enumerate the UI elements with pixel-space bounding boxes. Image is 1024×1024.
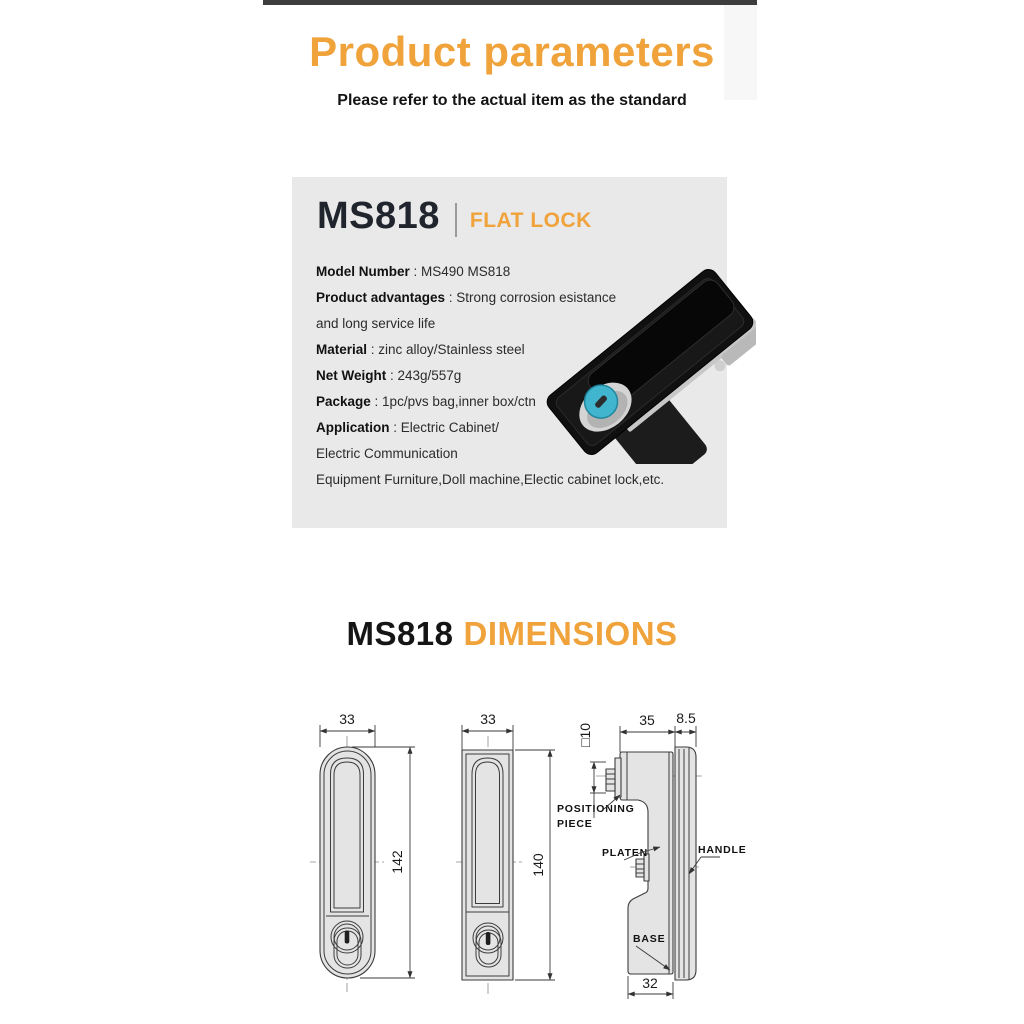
top-divider-bar: [263, 0, 757, 5]
category-label: FLAT LOCK: [469, 208, 592, 232]
spec-value: : zinc alloy/Stainless steel: [367, 342, 525, 357]
spec-value: and long service life: [316, 316, 436, 331]
spec-label: Application: [316, 420, 390, 435]
panel-height-label: 140: [530, 853, 546, 877]
dimensions-heading-word: DIMENSIONS: [463, 615, 678, 652]
side-depth-label: 35: [639, 712, 655, 728]
base-label: BASE: [633, 933, 666, 945]
spec-value: Electric Communication: [316, 446, 458, 461]
side-square-label: □10: [577, 722, 593, 748]
handle-label: HANDLE: [698, 844, 747, 856]
spec-label: Material: [316, 342, 368, 357]
page-title: Product parameters: [309, 28, 715, 75]
side-handle-thickness-label: 8.5: [676, 710, 696, 726]
front-height-label: 142: [389, 850, 405, 874]
lock-photo-group: [544, 265, 756, 464]
product-photo-image: [540, 248, 756, 464]
dimension-drawings: [280, 690, 780, 1024]
positioning-piece-label-line1: POSITIONING: [557, 803, 635, 815]
spec-value: : Strong corrosion esistance: [445, 290, 617, 305]
handle-plate: [675, 747, 696, 980]
front-width-label: 33: [339, 711, 355, 727]
side-base-width-label: 32: [642, 975, 658, 991]
spec-value: : MS490 MS818: [409, 264, 511, 279]
spec-row: [316, 467, 716, 493]
platen-nut: [636, 859, 644, 877]
panel-view-drawing: [456, 711, 555, 995]
spec-value: : Electric Cabinet/: [389, 420, 500, 435]
dimensions-heading-model: MS818: [346, 615, 454, 652]
panel-width-label: 33: [480, 711, 496, 727]
page-subtitle: Please refer to the actual item as the standard: [337, 92, 687, 109]
header-divider: [455, 203, 457, 237]
spec-label: Package: [316, 394, 371, 409]
side-view-drawing: [557, 710, 747, 999]
card-header: [317, 195, 592, 238]
spec-label: Model Number: [316, 264, 410, 279]
model-number-heading: MS818: [317, 195, 440, 237]
dimensions-heading: [0, 615, 1024, 653]
spec-label: Net Weight: [316, 368, 387, 383]
platen-label: PLATEN: [602, 847, 649, 859]
positioning-piece-label-line2: PIECE: [557, 818, 593, 830]
spec-value: Equipment Furniture,Doll machine,Electic cabinet lock,etc.: [316, 472, 665, 487]
positioning-nut: [606, 769, 615, 791]
keyhole-panel: [486, 932, 491, 945]
positioning-collar: [615, 758, 621, 797]
keyhole-front: [345, 931, 350, 944]
spec-value: : 243g/557g: [386, 368, 462, 383]
spec-value: : 1pc/pvs bag,inner box/ctn: [370, 394, 536, 409]
spec-label: Product advantages: [316, 290, 446, 305]
front-view-drawing: [310, 711, 415, 992]
